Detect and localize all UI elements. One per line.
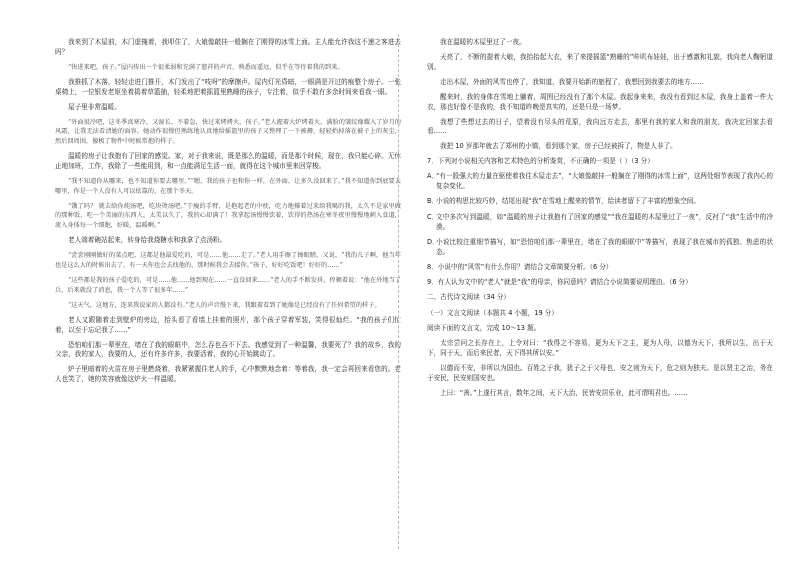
quoted-paragraph: “尝尝刚刚做好的菜点吧，这都是他最爱吃的，可是……他……走了。”老人用手擦了擦眼睛，又说，“我的儿子啊，他当年也是这么大的时候出去了，有一天你也会去找他的，那时候我会去接你。”孩子，好好吃饭吧！好好的……” [55, 252, 401, 270]
answer-option [427, 238, 773, 258]
paragraph: 老人端着碗站起来，转身给我烧糖水和我拿了点汤粉。 [68, 236, 227, 245]
quoted-paragraph: “我不知道你从哪来，也不知道你要去哪里。”“嗯，我的孩子也和你一样，在外面，让多久没回来了。”我不知道你到底要去哪里，你是一个人没有人可以依靠的，在那个冬天。 [55, 177, 401, 195]
option-letter: C． [427, 212, 439, 221]
paragraph: 以德而不安，非所以为国也。百姓之于我，犹子之于父母也，安之则为天下，危之则为独夫。是以贤主之治，务在于安民，民安则国安也。 [427, 364, 773, 382]
paragraph: 屋子里非常温暖。 [68, 102, 121, 111]
option-text: 文中多次写到温暖，如“温暖的房子让我抱有了回家的感觉”“我在温暖的木屋里过了一夜”，反衬了“我”生活中的冷漠。 [436, 212, 773, 231]
option-letter: A． [427, 172, 439, 181]
paragraph: 我想了些想过去的日子，望着没有尽头的荒原，我向远方走去，那里有我的家人和我的朋友，我决定回家去看看…… [427, 117, 773, 136]
column-divider [398, 34, 399, 549]
paragraph: 恐怕咱们那一辈里在，堵在了我的眼眶中，怎么吞也吞不下去。我感觉到了一种温馨，我要死了？我的故乡，我的父亲，我的家人，我要的人，还有许多许多，我要活着，我的心开始跳动了。 [55, 340, 401, 359]
left-column [55, 38, 401, 390]
answer-option [427, 172, 773, 192]
paragraph: 我把 10 岁那年就去了郑州的小镇，看到那个家，房子已经被拆了，物是人非了。 [440, 142, 677, 151]
question: 7．下列对小说相关内容和艺术特色的分析鉴赏，不正确的一项是（ ）（3 分） [427, 157, 654, 166]
question: 8．小说中的“风雪”有什么作用？请结合文章简要分析。（6 分） [427, 263, 613, 272]
right-column [427, 38, 773, 404]
paragraph: 走出木屋，外面的风雪也停了，我知道，我要开始新的旅程了，我想回到我要去的地方…… [440, 77, 704, 86]
section-heading: 二、古代诗文阅读（34 分） [427, 293, 511, 302]
paragraph: 醒来时，我的身体在雪地上躺着，周围已经没有了那个木屋。我起身来来，我没有看到过木屋，我身上盖着一件大衣，那也好像不是我的，我不知道昨晚是真实的，还是只是一场梦。 [427, 92, 773, 111]
quoted-paragraph: “快进来吧，孩子。”屋内传出一个很柔弱和充满了慈祥的声音，熟悉而遥远，似乎在等待着我的到来。 [68, 63, 344, 71]
question: 9．有人认为文中的“老人”就是“我”的母亲，你同意吗？请结合小说简要说明理由。（6 分） [427, 278, 692, 287]
answer-option [427, 213, 773, 233]
paragraph: 我推抓了木落，轻轻走进门推开，木门发出了“吱呀”的摩擦声。屋内灯光昏暗，一眼满是开过的痕整个房子。一张桌椅上，一位银发老妪坐着捣着草篮抽，轻柔地把着摇篮里熟睡的孩子，专注着，似乎不敢有多余时间来看我一眼。 [55, 77, 401, 96]
option-text: “有一股强大的力量在驱使着我往木屋走去”，“大娘像敲挂一般搁在了刚得的冰雪上面”，这两处细节表现了我内心的复杂变化。 [436, 172, 773, 191]
section-heading: （一）文言文阅读（本题共 4 小题，19 分） [427, 308, 558, 317]
paragraph: 我在温暖的木屋里过了一夜。 [440, 38, 526, 46]
quoted-paragraph: “外面很冷吧，这冬季真寒冷，又湿长。不着急，快过来烤烤火，孩子。”老人握着大炉烤着火。满脸的皱纹像耀入了岁月的风霜，让我无法看清她的面容。她动作很慢但熟练地认真地给摇篮里的孩子又整理了一下被褥，轻轻抬掉落在被子上的灰尘，然后回周围，像极了物件中时候常抱的样子。 [55, 118, 401, 146]
quoted-paragraph: “这些都是我的孩子爱吃的，可是……他……他到现在……一直没回来……”老人的手不断发抖，停顿着说：“他在外地当了兵，后来就没了消息，我一个人等了很多年……” [55, 277, 401, 294]
quoted-paragraph: “饿了吗？ 就去给你炖汤吧，吃块烫汤吧。”干瘦的手臂，是抱起老的中枕，吃力地撑着过来给我喝的我，太久不是家里做的那种饭，吃一个美丽的东西人。太美以久了，我的心却满了！我拿起汤慢慢饮着，饮得的热汤在寒冬夜里慢慢地刺入食道，流入身体每一个细胞，好暖，温暖啊。” [55, 202, 401, 230]
option-text: 小说的构思比较巧妙，结尾出现“我”在雪地上醒来的情节，给读者留下了丰富的想象空间。 [436, 197, 700, 206]
paragraph: 上曰：“善。”上遂行其言，数年之间，天下大治，民皆安居乐业，此可谓明君也。…… [440, 388, 688, 397]
paragraph: 太宗尝问之长存在上，上令对曰：“我得之不容易，更为天下之主，更为人母，以德为天下，我所以生，出于天下，同于天，而后来民者，天下得其所以安。” [427, 339, 773, 358]
paragraph: 温暖的房子让我抱有了回家的感觉。家，对于我来说，既是那么的温暖，而是那个时候，现在，我只能心碎。无休止地加班，工作，我除了一些能用到，和一点能满足生活一面，就得在这个城市里来回穿梭。 [55, 152, 401, 170]
quoted-paragraph: “这天气，这地方，连来我说家的人都没有。”老人的声音慢下来，我跟着看到了她像是已经没有了任何希望的样子。 [68, 301, 381, 309]
section-heading: 阅读下面的文言文，完成 10～13 题。 [427, 323, 541, 332]
paragraph: 老人又跟随着走到壁炉的旁边，抬头看了看墙上挂着的照片，那个孩子穿着军装，笑得很灿烂。“我的孩子们忙着，以至于忘记我了……” [55, 315, 401, 334]
option-letter: D． [427, 238, 439, 247]
option-letter: B． [427, 197, 439, 206]
option-text: 小说比较注重细节描写，如“恐怕咱们那一辈里在，堵在了我的眼眶中”等描写，表现了我在城市的孤独、焦虑的状态。 [436, 238, 773, 256]
answer-option [427, 197, 773, 207]
paragraph: 我来到了木屋前，木门虚掩着，我叩住了，大娘像敲挂一般搁在了刚得的冰雪上面。主人能允许我这不速之客进去吗？ [55, 38, 401, 56]
paragraph: 炉子里暗着的火苗在房子里燃烧着，我紧紧握住老人的手，心中默默地念着：等着我，我一定会再回来看您的。老人也笑了，她的笑容就像这炉火一样温暖。 [55, 365, 401, 384]
paragraph: 天亮了，不断的提着大娘，我抬抬起大衣，来了来提摇篮“熟睡的”咔叽布娃娃，出于感激和礼貌，我向老人鞠躬道别。 [427, 52, 773, 71]
